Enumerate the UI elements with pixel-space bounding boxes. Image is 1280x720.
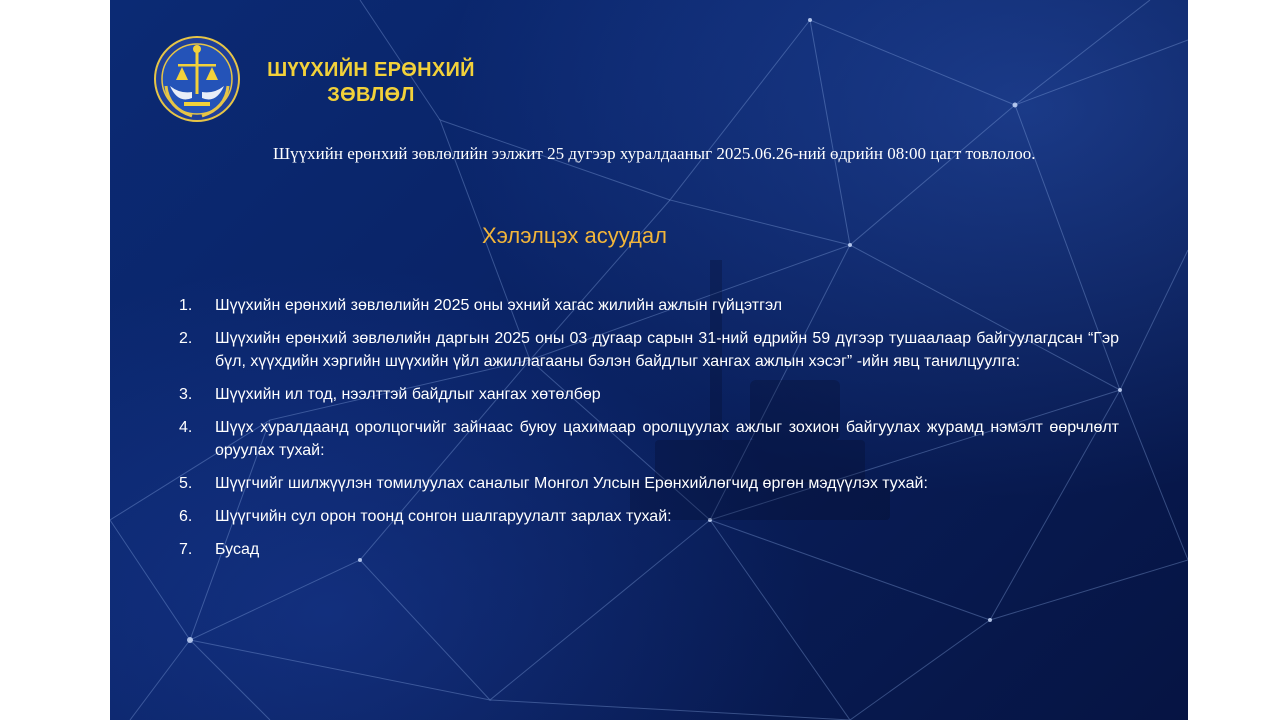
agenda-item [177, 294, 1119, 317]
agenda-item-text: Бусад [215, 541, 260, 558]
agenda-item-text: Шүүгчийн сул орон тоонд сонгон шалгаруулалт зарлах тухай: [215, 508, 672, 525]
agenda-item-number: 6. [179, 508, 193, 525]
agenda-item [177, 538, 1119, 561]
agenda-item-text: Шүүхийн ерөнхий зөвлөлийн 2025 оны эхний хагас жилийн ажлын гүйцэтгэл [215, 297, 783, 314]
meeting-announcement: Шүүхийн ерөнхий зөвлөлийн ээлжит 25 дугээр хуралдааныг 2025.06.26-ний өдрийн 08:00 цагт товлолоо. [273, 144, 1036, 163]
agenda-item [177, 383, 1119, 406]
agenda-item [177, 327, 1119, 373]
agenda-item-number: 2. [179, 330, 193, 347]
agenda-title: Хэлэлцэх асуудал [482, 223, 667, 248]
agenda-item-text: Шүүхийн ерөнхий зөвлөлийн даргын 2025 оны 03 дугаар сарын 31-ний өдрийн 59 дүгээр тушаалаар байгуулагдсан “Гэр бүл, хүүхдийн хэргийн шүүхийн үйл ажиллагааны бэлэн байдлыг хангах ажлын хэсэг” -ийн явц танилцуулга: [215, 330, 1119, 370]
slide [110, 0, 1188, 720]
agenda-item-number: 5. [179, 475, 193, 492]
agenda-item-text: Шүүх хуралдаанд оролцогчийг зайнаас буюу цахимаар оролцуулах ажлыг зохион байгуулах журамд нэмэлт өөрчлөлт оруулах тухай: [215, 419, 1119, 459]
agenda-item-text: Шүүхийн ил тод, нээлттэй байдлыг хангах хөтөлбөр [215, 386, 601, 403]
agenda-list [177, 294, 1119, 571]
agenda-item-number: 3. [179, 386, 193, 403]
agenda-item-text: Шүүгчийг шилжүүлэн томилуулах саналыг Монгол Улсын Ерөнхийлөгчид өргөн мэдүүлэх тухай: [215, 475, 928, 492]
agenda-item [177, 472, 1119, 495]
agenda-item-number: 4. [179, 419, 193, 436]
org-name-line-2: ЗӨВЛӨЛ [327, 84, 415, 106]
organization-name [256, 58, 486, 108]
org-name-line-1: ШҮҮХИЙН ЕРӨНХИЙ [267, 59, 475, 81]
agenda-item [177, 505, 1119, 528]
court-emblem-icon [154, 36, 240, 122]
agenda-item-number: 1. [179, 297, 193, 314]
agenda-item-number: 7. [179, 541, 193, 558]
agenda-item [177, 416, 1119, 462]
